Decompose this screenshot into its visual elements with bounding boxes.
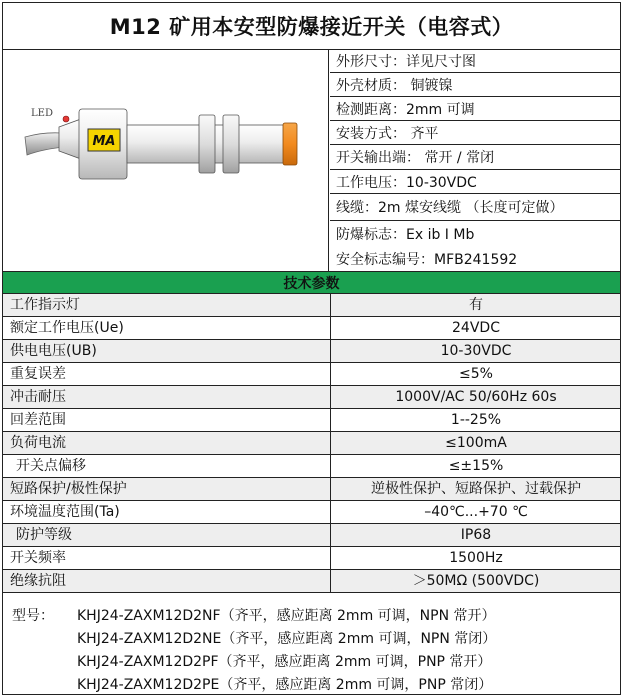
- parameters-table: [3, 294, 620, 593]
- param-value: 1000V/AC 50/60Hz 60s: [330, 386, 621, 408]
- param-name: 开关点偏移: [16, 458, 86, 474]
- param-name: 开关频率: [10, 550, 66, 566]
- param-value: –40℃...+70 ℃: [330, 501, 621, 523]
- table-row: [3, 547, 620, 570]
- param-name: 回差范围: [10, 412, 66, 428]
- param-value: 逆极性保护、短路保护、过载保护: [330, 478, 621, 500]
- param-name: 短路保护/极性保护: [10, 481, 127, 497]
- spec-dimensions: 外形尺寸：详见尺寸图: [330, 49, 620, 73]
- table-row: [3, 386, 620, 409]
- model-label: 型号：: [12, 608, 54, 624]
- spec-output: 开关输出端： 常开 / 常闭: [330, 145, 620, 170]
- model-item: KHJ24-ZAXM12D2PF（齐平，感应距离 2mm 可调，PNP 常开）: [77, 654, 492, 670]
- param-name: 重复误差: [10, 366, 66, 382]
- param-name: 环境温度范围(Ta): [10, 504, 120, 520]
- param-value: 10-30VDC: [330, 340, 621, 362]
- proximity-sensor-drawing: [3, 49, 328, 271]
- table-row: [3, 409, 620, 432]
- table-row: [3, 317, 620, 340]
- section-header: 技术参数: [3, 271, 620, 294]
- spec-housing-material: 外壳材质： 铜镀镍: [330, 73, 620, 97]
- model-list: [3, 601, 620, 696]
- model-item: KHJ24-ZAXM12D2NE（齐平，感应距离 2mm 可调，NPN 常闭）: [77, 631, 497, 647]
- overview-section: [3, 49, 620, 271]
- lock-nut-2: [223, 115, 239, 173]
- param-name: 防护等级: [16, 527, 72, 543]
- param-name: 冲击耐压: [10, 389, 66, 405]
- sensing-face: [283, 123, 297, 165]
- table-row: [3, 432, 620, 455]
- param-value: 1--25%: [330, 409, 621, 431]
- spec-sensing-distance: 检测距离：2mm 可调: [330, 97, 620, 121]
- strain-relief: [59, 119, 81, 159]
- param-name: 绝缘抗阻: [10, 573, 66, 589]
- table-row: [3, 501, 620, 524]
- page-title: M12 矿用本安型防爆接近开关（电容式）: [3, 3, 620, 50]
- param-value: 有: [330, 294, 621, 316]
- param-value: 24VDC: [330, 317, 621, 339]
- param-name: 工作指示灯: [10, 297, 80, 313]
- param-name: 供电电压(UB): [10, 343, 97, 359]
- lock-nut-1: [199, 115, 215, 173]
- spec-sheet: [2, 2, 621, 695]
- ma-badge-text: MA: [92, 134, 116, 149]
- spec-cable: 线缆：2m 煤安线缆 （长度可定做）: [330, 194, 620, 221]
- table-row: [3, 363, 620, 386]
- table-row: [3, 524, 620, 547]
- product-image: [3, 49, 329, 271]
- param-value: IP68: [330, 524, 621, 546]
- table-row: [3, 455, 620, 478]
- spec-mounting: 安装方式： 齐平: [330, 121, 620, 145]
- param-name: 负荷电流: [10, 435, 66, 451]
- model-item: KHJ24-ZAXM12D2NF（齐平，感应距离 2mm 可调，NPN 常开）: [77, 608, 496, 624]
- table-row: [3, 340, 620, 363]
- param-value: ＞50MΩ (500VDC): [330, 570, 621, 592]
- param-value: ≤5%: [330, 363, 621, 385]
- spec-safety-cert: 安全标志编号：MFB241592: [336, 251, 518, 268]
- table-row: [3, 294, 620, 317]
- led-label: LED: [31, 108, 53, 119]
- led-indicator-icon: [63, 116, 69, 122]
- table-row: [3, 570, 620, 593]
- param-value: 1500Hz: [330, 547, 621, 569]
- spec-voltage: 工作电压：10-30VDC: [330, 170, 620, 194]
- model-item: KHJ24-ZAXM12D2PE（齐平，感应距离 2mm 可调，PNP 常闭）: [77, 677, 493, 693]
- param-name: 额定工作电压(Ue): [10, 320, 124, 336]
- param-value: ≤100mA: [330, 432, 621, 454]
- param-value: ≤±15%: [330, 455, 621, 477]
- table-row: [3, 478, 620, 501]
- spec-ex-marking: 防爆标志：Ex ib I Mb: [336, 226, 475, 243]
